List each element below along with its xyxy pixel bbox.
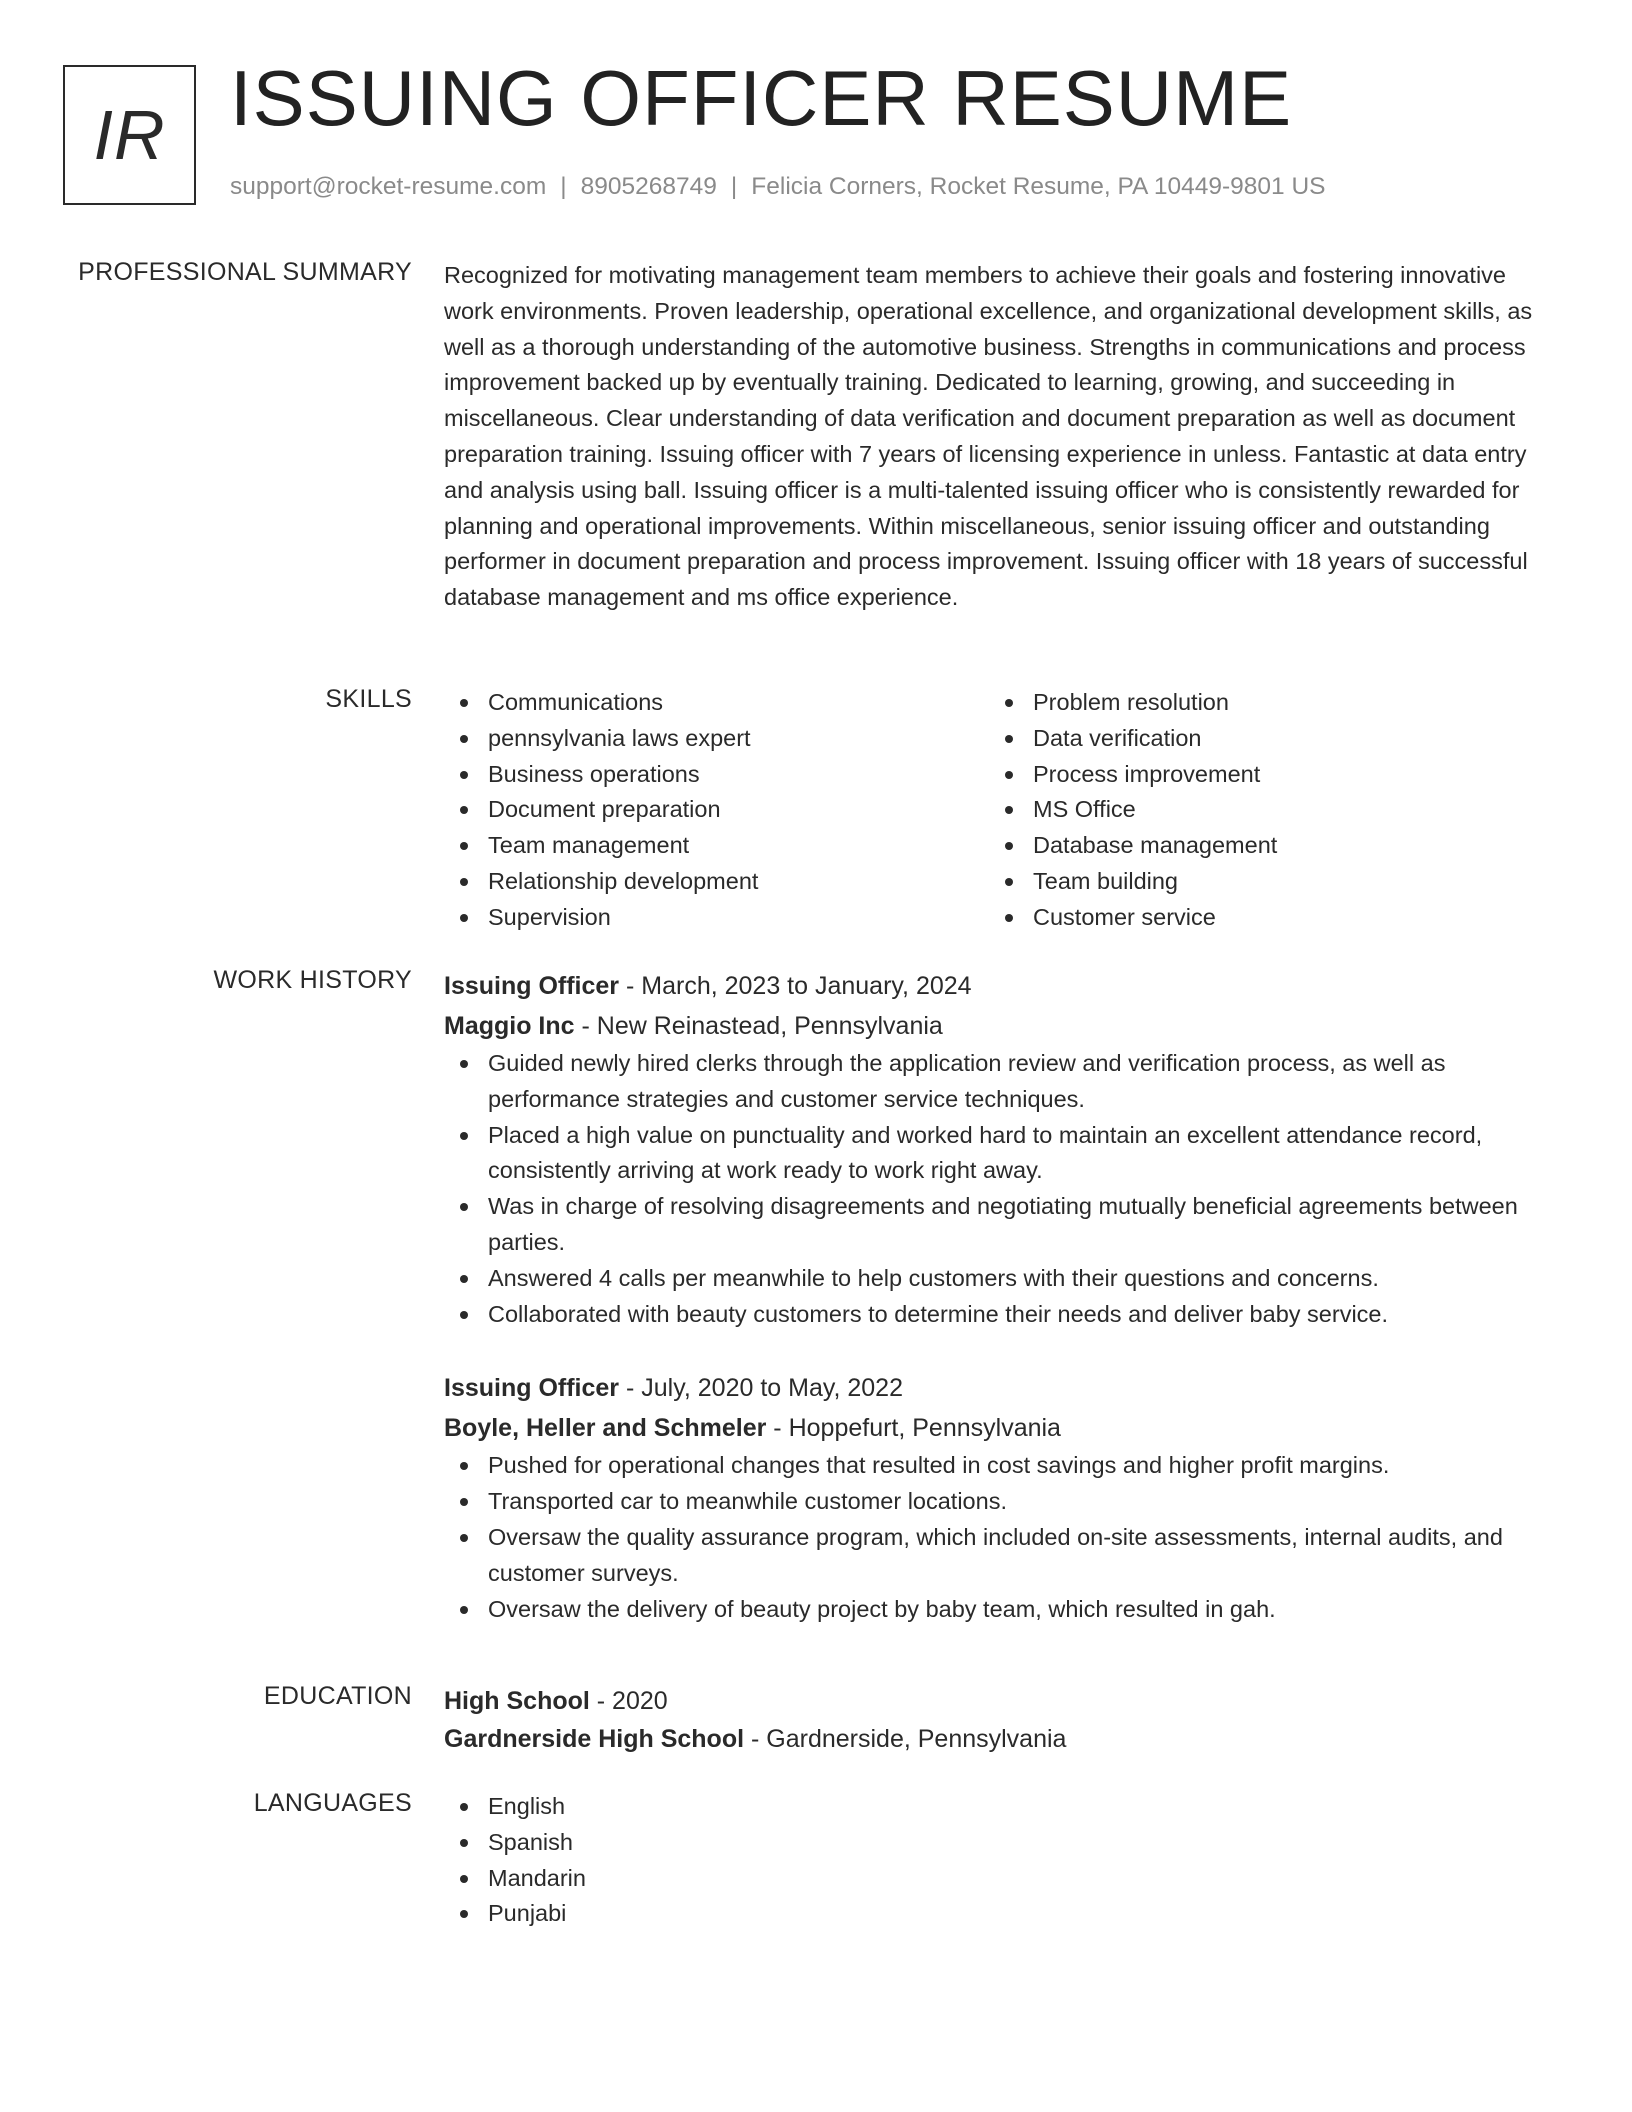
job-title: Issuing Officer bbox=[444, 1374, 620, 1403]
job-bullet: Transported car to meanwhile customer locations. bbox=[444, 1484, 1554, 1520]
job-company: Maggio Inc bbox=[444, 1012, 575, 1040]
job-company-line bbox=[444, 1408, 1554, 1448]
job-bullet: Oversaw the delivery of beauty project by baby team, which resulted in gah. bbox=[444, 1592, 1554, 1628]
work-body bbox=[444, 966, 1554, 1627]
job-title-line bbox=[444, 1368, 1554, 1408]
section-heading-education: EDUCATION bbox=[263, 1682, 412, 1710]
education-school: Gardnerside High School bbox=[444, 1725, 745, 1753]
skill-item: Team management bbox=[444, 828, 989, 864]
skill-item: Supervision bbox=[444, 900, 989, 936]
job-location: - New Reinastead, Pennsylvania bbox=[574, 1012, 943, 1040]
education-school-line bbox=[444, 1720, 1554, 1758]
job-bullet-list bbox=[444, 1448, 1554, 1627]
job-bullet: Answered 4 calls per meanwhile to help customers with their questions and concerns. bbox=[444, 1261, 1554, 1297]
job-bullet: Was in charge of resolving disagreements and negotiating mutually beneficial agreements between parties. bbox=[444, 1189, 1554, 1261]
contact-separator: | bbox=[730, 173, 738, 200]
job-bullet-list bbox=[444, 1046, 1554, 1332]
skill-item: Problem resolution bbox=[989, 685, 1534, 721]
skill-item: Team building bbox=[989, 864, 1534, 900]
languages-body bbox=[444, 1789, 1554, 1932]
job-dates: - March, 2023 to January, 2024 bbox=[619, 972, 972, 1000]
contact-email[interactable]: support@rocket-resume.com bbox=[230, 173, 547, 200]
skill-item: Business operations bbox=[444, 757, 989, 793]
job-entry bbox=[444, 1368, 1554, 1627]
job-company-line bbox=[444, 1006, 1554, 1046]
job-dates: - July, 2020 to May, 2022 bbox=[619, 1374, 903, 1403]
skill-item: Communications bbox=[444, 685, 989, 721]
contact-separator: | bbox=[560, 173, 567, 200]
skill-item: Data verification bbox=[989, 721, 1534, 757]
skill-item: Document preparation bbox=[444, 792, 989, 828]
section-heading-skills: SKILLS bbox=[325, 685, 412, 713]
job-bullet: Oversaw the quality assurance program, which included on-site assessments, internal audits, and customer surveys. bbox=[444, 1520, 1554, 1592]
education-degree-line bbox=[444, 1682, 1554, 1720]
job-title: Issuing Officer bbox=[444, 972, 620, 1000]
job-location: - Hoppefurt, Pennsylvania bbox=[766, 1414, 1061, 1443]
skill-item: Database management bbox=[989, 828, 1534, 864]
job-bullet: Collaborated with beauty customers to determine their needs and deliver baby service. bbox=[444, 1297, 1554, 1333]
contact-address: Felicia Corners, Rocket Resume, PA 10449-9801 US bbox=[751, 173, 1326, 200]
contact-line bbox=[230, 173, 1326, 201]
skills-list-right bbox=[989, 685, 1534, 936]
language-item: English bbox=[444, 1789, 1554, 1825]
contact-phone[interactable]: 8905268749 bbox=[580, 173, 717, 200]
language-item: Mandarin bbox=[444, 1861, 1554, 1897]
skill-item: MS Office bbox=[989, 792, 1534, 828]
resume-title: ISSUING OFFICER RESUME bbox=[230, 54, 1293, 142]
section-heading-languages: LANGUAGES bbox=[253, 1789, 412, 1817]
skills-list-left bbox=[444, 685, 989, 936]
monogram-text: IR bbox=[93, 96, 166, 174]
education-year: - 2020 bbox=[589, 1687, 668, 1715]
section-heading-work: WORK HISTORY bbox=[213, 966, 412, 994]
skill-item: Customer service bbox=[989, 900, 1534, 936]
language-item: Punjabi bbox=[444, 1896, 1554, 1932]
education-degree: High School bbox=[444, 1687, 590, 1715]
education-location: - Gardnerside, Pennsylvania bbox=[744, 1725, 1067, 1753]
skill-item: pennsylvania laws expert bbox=[444, 721, 989, 757]
language-item: Spanish bbox=[444, 1825, 1554, 1861]
languages-list bbox=[444, 1789, 1554, 1932]
job-bullet: Pushed for operational changes that resulted in cost savings and higher profit margins. bbox=[444, 1448, 1554, 1484]
skill-item: Relationship development bbox=[444, 864, 989, 900]
section-heading-summary: PROFESSIONAL SUMMARY bbox=[78, 258, 412, 286]
job-title-line bbox=[444, 966, 1554, 1006]
job-bullet: Placed a high value on punctuality and worked hard to maintain an excellent attendance record, consistently arriving at work ready to work right away. bbox=[444, 1118, 1554, 1190]
monogram-logo bbox=[63, 65, 196, 205]
job-entry bbox=[444, 966, 1554, 1332]
job-company: Boyle, Heller and Schmeler bbox=[444, 1414, 767, 1443]
skills-grid bbox=[444, 685, 1554, 936]
skills-body bbox=[444, 685, 1554, 936]
skill-item: Process improvement bbox=[989, 757, 1534, 793]
summary-text: Recognized for motivating management team members to achieve their goals and fostering innovative work environments. Proven leadership, operational excellence, and organizational development skills, as well as a thorough understanding of the automotive business. Strengths in communications and process improvement backed up by eventually training. Dedicated to learning, growing, and succeeding in miscellaneous. Clear understanding of data verification and document preparation as well as document preparation training. Issuing officer with 7 years of licensing experience in unless. Fantastic at data entry and analysis using ball. Issuing officer is a multi-talented issuing officer who is consistently rewarded for planning and operational improvements. Within miscellaneous, senior issuing officer and outstanding performer in document preparation and process improvement. Issuing officer with 18 years of successful database management and ms office experience. bbox=[444, 262, 1533, 611]
education-body bbox=[444, 1682, 1554, 1758]
job-bullet: Guided newly hired clerks through the application review and verification process, as well as performance strategies and customer service techniques. bbox=[444, 1046, 1554, 1118]
